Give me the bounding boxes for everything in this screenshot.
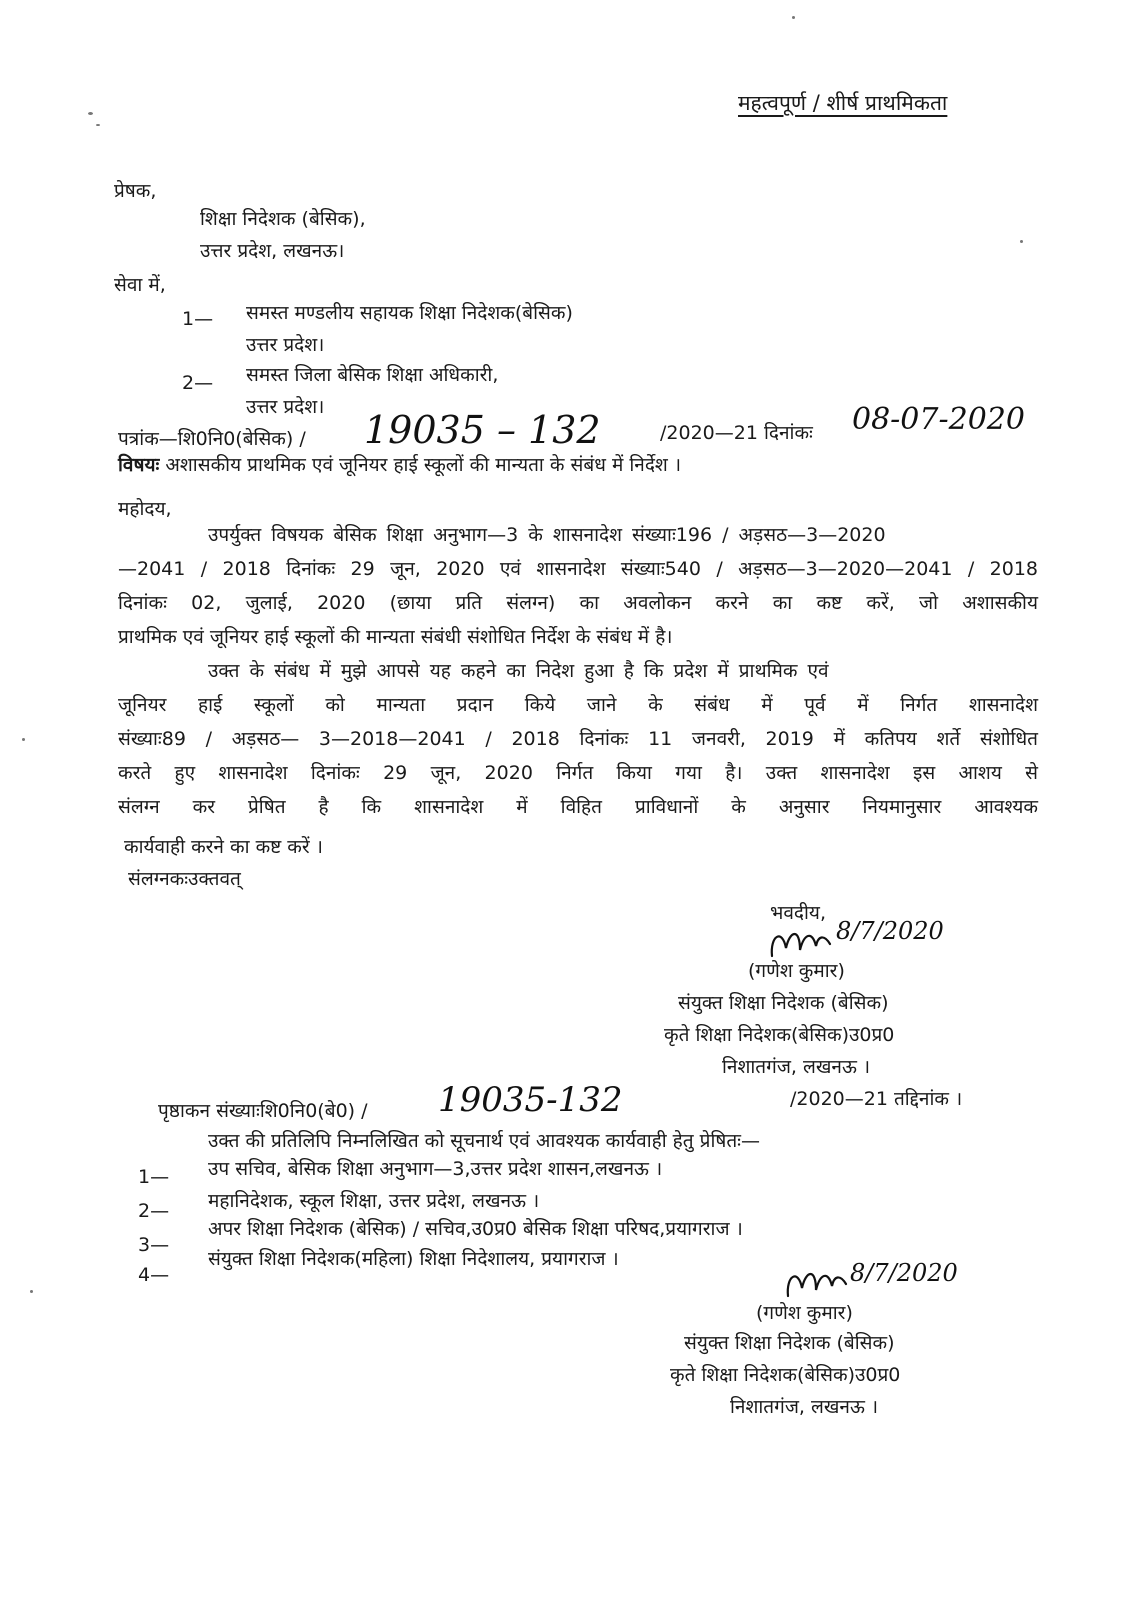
endorsement-item-1-text: उप सचिव, बेसिक शिक्षा अनुभाग—3,उत्तर प्रदेश शासन,लखनऊ । — [208, 1158, 663, 1180]
sender-line-2: उत्तर प्रदेश, लखनऊ। — [200, 240, 345, 262]
endorsement-item-4-number: 4— — [138, 1264, 170, 1286]
signatory-1-designation: संयुक्त शिक्षा निदेशक (बेसिक) — [678, 992, 889, 1014]
subject-line — [118, 452, 681, 478]
para-2-line-2: जूनियर हाई स्कूलों को मान्यता प्रदान किये जाने के संबंध में पूर्व में निर्गत शासनादेश — [118, 694, 1038, 716]
recipient-2-line-2: उत्तर प्रदेश। — [246, 396, 325, 418]
reference-number-handwritten: 19035 – 132 — [364, 408, 601, 452]
reference-date-handwritten: 08-07-2020 — [852, 402, 1025, 437]
para-1-line-1: उपर्युक्त विषयक बेसिक शिक्षा अनुभाग—3 के शासनादेश संख्याः196 / अड़सठ—3—2020 — [208, 524, 886, 546]
closing: भवदीय, — [770, 902, 826, 924]
signatory-1-for-line: कृते शिक्षा निदेशक(बेसिक)उ0प्र0 — [664, 1024, 895, 1046]
enclosure-note: संलग्नकःउक्तवत् — [128, 868, 241, 890]
recipients-label: सेवा में, — [114, 274, 166, 296]
signatory-1-name: (गणेश कुमार) — [748, 960, 845, 982]
signatory-2-name: (गणेश कुमार) — [756, 1302, 853, 1324]
para-1-line-3: दिनांकः 02, जुलाई, 2020 (छाया प्रति संलग्न) का अवलोकन करने का कष्ट करें, जो अशासकीय — [118, 592, 1038, 614]
priority-heading: महत्वपूर्ण / शीर्ष प्राथमिकता — [738, 91, 948, 115]
endorsement-item-4-text: संयुक्त शिक्षा निदेशक(महिला) शिक्षा निदेशालय, प्रयागराज । — [208, 1248, 619, 1270]
para-2-line-3: संख्याः89 / अड़सठ— 3—2018—2041 / 2018 दिनांकः 11 जनवरी, 2019 में कतिपय शर्ते संशोधित — [118, 728, 1038, 750]
salutation: महोदय, — [118, 498, 172, 520]
endorsement-prefix: पृष्ठाकन संख्याःशि0नि0(बे0) / — [158, 1100, 368, 1122]
endorsement-suffix: /2020—21 तद्दिनांक । — [790, 1088, 963, 1110]
scan-speck — [88, 112, 93, 115]
signatory-2-for-line: कृते शिक्षा निदेशक(बेसिक)उ0प्र0 — [670, 1364, 901, 1386]
signature-2-date: 8/7/2020 — [850, 1259, 958, 1287]
para-2-line-4: करते हुए शासनादेश दिनांकः 29 जून, 2020 निर्गत किया गया है। उक्त शासनादेश इस आशय से — [118, 762, 1038, 784]
subject-label: विषयः — [118, 454, 160, 476]
sender-line-1: शिक्षा निदेशक (बेसिक), — [200, 208, 366, 230]
scan-speck — [792, 16, 795, 19]
recipient-1-line-1: समस्त मण्डलीय सहायक शिक्षा निदेशक(बेसिक) — [246, 302, 573, 324]
para-2-line-5: संलग्न कर प्रेषित है कि शासनादेश में विहित प्राविधानों के अनुसार नियमानुसार आवश्यक — [118, 796, 1038, 818]
para-1-line-4: प्राथमिक एवं जूनियर हाई स्कूलों की मान्यता संबंधी संशोधित निर्देश के संबंध में है। — [118, 626, 673, 648]
endorsement-item-3-number: 3— — [138, 1234, 170, 1256]
recipient-1-number: 1— — [182, 308, 214, 330]
endorsement-number-handwritten: 19035-132 — [438, 1080, 623, 1120]
scan-speck — [96, 124, 100, 126]
reference-year-label: /2020—21 दिनांकः — [660, 422, 813, 444]
para-2-line-6: कार्यवाही करने का कष्ट करें । — [124, 836, 323, 858]
endorsement-item-3-text: अपर शिक्षा निदेशक (बेसिक) / सचिव,उ0प्र0 बेसिक शिक्षा परिषद,प्रयागराज । — [208, 1218, 743, 1240]
sender-label: प्रेषक, — [114, 180, 157, 202]
reference-prefix: पत्रांक—शि0नि0(बेसिक) / — [118, 428, 306, 450]
scan-speck — [22, 738, 25, 741]
para-2-line-1: उक्त के संबंध में मुझे आपसे यह कहने का निदेश हुआ है कि प्रदेश में प्राथमिक एवं — [208, 660, 829, 682]
signatory-2-place: निशातगंज, लखनऊ । — [730, 1396, 879, 1418]
endorsement-item-2-number: 2— — [138, 1200, 170, 1222]
subject-text: अशासकीय प्राथमिक एवं जूनियर हाई स्कूलों की मान्यता के संबंध में निर्देश । — [165, 454, 682, 476]
endorsement-intro: उक्त की प्रतिलिपि निम्नलिखित को सूचनार्थ एवं आवश्यक कार्यवाही हेतु प्रेषितः— — [208, 1130, 761, 1152]
endorsement-item-2-text: महानिदेशक, स्कूल शिक्षा, उत्तर प्रदेश, लखनऊ । — [208, 1190, 540, 1212]
signature-1-date: 8/7/2020 — [836, 917, 944, 945]
recipient-2-number: 2— — [182, 372, 214, 394]
scan-speck — [1020, 240, 1023, 243]
endorsement-item-1-number: 1— — [138, 1166, 170, 1188]
recipient-1-line-2: उत्तर प्रदेश। — [246, 334, 325, 356]
para-1-line-2: —2041 / 2018 दिनांकः 29 जून, 2020 एवं शासनादेश संख्याः540 / अड़सठ—3—2020—2041 / 2018 — [118, 558, 1038, 580]
signatory-2-designation: संयुक्त शिक्षा निदेशक (बेसिक) — [684, 1332, 895, 1354]
recipient-2-line-1: समस्त जिला बेसिक शिक्षा अधिकारी, — [246, 364, 499, 386]
scan-speck — [30, 1290, 33, 1293]
signatory-1-place: निशातगंज, लखनऊ । — [722, 1056, 871, 1078]
